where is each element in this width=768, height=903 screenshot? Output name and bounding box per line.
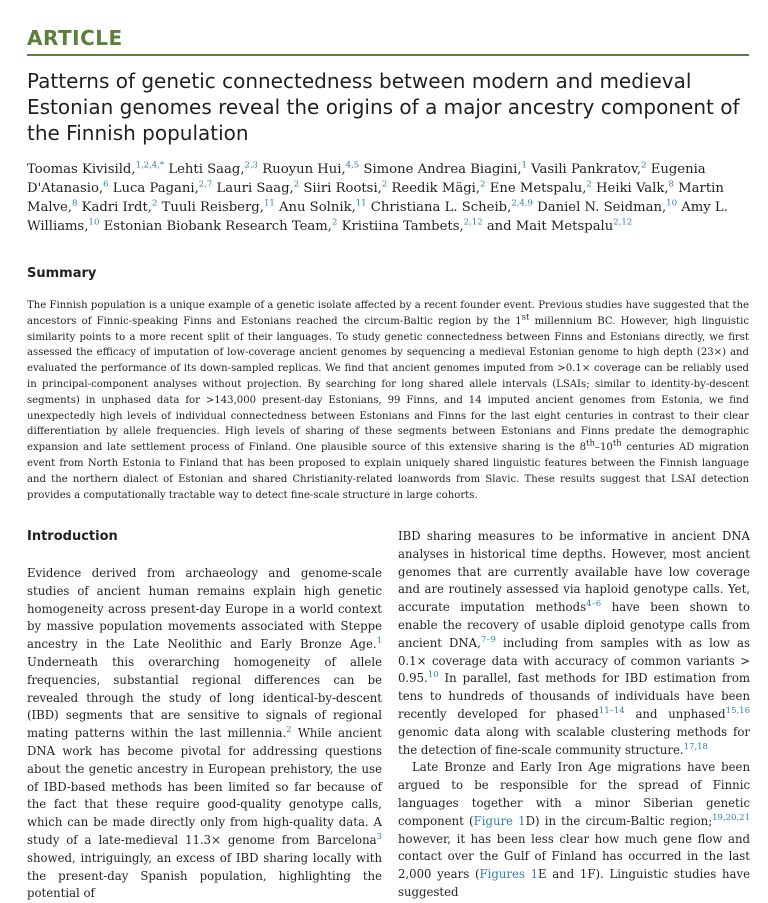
article-type-label: ARTICLE [27,26,123,50]
author: Vasili Pankratov,$^2$ [531,160,647,177]
author: Christiana L. Scheib,$^{2,4,9}$ [370,198,533,215]
header-rule [27,54,749,56]
author: Daniel N. Seidman,$^{10}$ [537,198,677,215]
author: Heiki Valk,$^8$ [596,179,674,196]
author: Martin Malve,$^8$ [27,181,724,215]
citation-link[interactable]: 2 [286,725,292,736]
introduction-heading: Introduction [27,529,118,544]
citation-link[interactable]: 3 [376,832,382,843]
author: Toomas Kivisild,$^{1,2,4,*}$ [27,160,165,177]
figure-link[interactable]: Figures 1 [479,867,539,882]
author: Kadri Irdt,$^2$ [81,198,158,215]
author-list [27,160,749,236]
author: Lauri Saag,$^2$ [216,179,300,196]
citation-link[interactable]: 10 [427,670,439,681]
citation-link[interactable]: 17,18 [683,741,708,752]
author: Lehti Saag,$^{2,3}$ [168,160,259,177]
citation-link[interactable]: 11–14 [598,706,625,717]
author: Simone Andrea Biagini,$^1$ [363,160,527,177]
article-title: Patterns of genetic connectedness between modern and medieval Estonian genomes reveal the origins of a major ancestry component of the Finnish population [27,69,740,145]
author: Ruoyun Hui,$^{4,5}$ [262,160,360,177]
author: and Mait Metspalu$^{2,12}$ [486,217,633,234]
author: Anu Solnik,$^{11}$ [278,198,367,215]
author: Eugenia D'Atanasio,$^6$ [27,162,706,196]
citation-link[interactable]: 1 [376,636,382,647]
citation-link[interactable]: 7–9 [480,634,496,645]
author: Siiri Rootsi,$^2$ [303,179,388,196]
author: Ene Metspalu,$^2$ [489,179,592,196]
citation-link[interactable]: 15,16 [725,706,750,717]
author: Amy L. Williams,$^{10}$ [27,200,728,234]
author: Luca Pagani,$^{2,7}$ [112,179,213,196]
introduction-right-column: IBD sharing measures to be informative in ancient DNA analyses in historical time depths. However, most ancient genomes that are currently available have low coverage and are routinely assessed via haploid genotype calls. Yet, accurate imputation methods$^{4-6}$ have been shown to enable the recovery of usable diploid genotype calls from ancient DNA,$^{7-9}$ including from samples with as low as 0.1× coverage data with accuracy of common variants > 0.95.10 In parallel, fast methods for IBD estimation from tens to hundreds of thousands of individuals have been recently developed for phased$^{11-14}$ and unphased$^{15,16}$ genomic data along with scalable clustering methods for the detection of fine-scale community structure.$^{17,18}$ Late Bronze and Early Iron Age migrations have been argued to be responsible for the spread of Finnic languages together with a minor Siberian genetic component (Figure 1D) in the circum-Baltic region;$^{19,20,21}$ however, it has been less clear how much gene flow and contact over the Gulf of Finland has occurred in the last 2,000 years (Figures 1E and 1F). Linguistic studies have suggested [398,528,750,902]
author: Estonian Biobank Research Team,$^2$ [103,217,338,234]
author: Tuuli Reisberg,$^{11}$ [161,198,275,215]
summary-heading: Summary [27,266,97,281]
citation-link[interactable]: 4–6 [586,599,602,610]
author: Kristiina Tambets,$^{2,12}$ [341,217,483,234]
paragraph: Late Bronze and Early Iron Age migrations have been argued to be responsible for the spread of Finnic languages together with a minor Siberian genetic component (Figure 1D) in the circum-Baltic region;$^{19,20,21}$ however, it has been less clear how much gene flow and contact over the Gulf of Finland has occurred in the last 2,000 years (Figures 1E and 1F). Linguistic studies have suggested [398,760,750,899]
introduction-left-column: Evidence derived from archaeology and genome-scale studies of ancient human remains explain high genetic homogeneity across present-day Europe in a world context by massive population movements associated with Steppe ancestry in the Late Neolithic and Early Bronze Age.$^1$ Underneath this overarching homogeneity of allele frequencies, substantial regional differences can be revealed through the study of long identical-by-descent (IBD) segments that are sensitive to signals of regional mating patterns within the last millennia.$^2$ While ancient DNA work has become pivotal for addressing questions about the genetic ancestry in European prehistory, the use of IBD-based methods has been limited so far because of the fact that these require good-quality genotype calls, which can be made directly only from high-quality data. A study of a late-medieval 11.3× genome from Barcelona$^3$ showed, intriguingly, an excess of IBD sharing locally with the present-day Spanish population, highlighting the potential of [27,566,382,901]
author: Reedik Mägi,$^2$ [391,179,486,196]
citation-link[interactable]: 19,20,21 [712,812,750,823]
figure-link[interactable]: Figure 1 [473,813,526,828]
summary-text: The Finnish population is a unique example of a genetic isolate affected by a recent founder event. Previous studies have suggested that the ancestors of Finnic-speaking Finns and Estonians reached the circum-Baltic region by the 1st millennium BC. However, high linguistic similarity points to a more recent split of their languages. To study genetic connectedness between Finns and Estonians directly, we first assessed the efficacy of imputation of low-coverage ancient genomes by sequencing a medieval Estonian genome to high depth (23×) and evaluated the performance of its down-sampled replicas. We find that ancient genomes imputed from >0.1× coverage can be reliably used in principal-component analyses without projection. By searching for long shared allele intervals (LSAIs; similar to identity-by-descent segments) in unphased data for >143,000 present-day Estonians, 99 Finns, and 14 imputed ancient genomes from Estonia, we find unexpectedly high levels of individual connectedness between Estonians and Finns for the last eight centuries in contrast to their clear differentiation by allele frequencies. High levels of sharing of these segments between Estonians and Finns predate the demographic expansion and late settlement process of Finland. One plausible source of this extensive sharing is the 8th–10th centuries AD migration event from North Estonia to Finland that has been proposed to explain uniquely shared linguistic features between the Finnish language and the northern dialect of Estonian and shared Christianity-related loanwords from Slavic. These results suggest that LSAI detection provides a computationally tractable way to detect fine-scale structure in large cohorts. [27,300,749,501]
